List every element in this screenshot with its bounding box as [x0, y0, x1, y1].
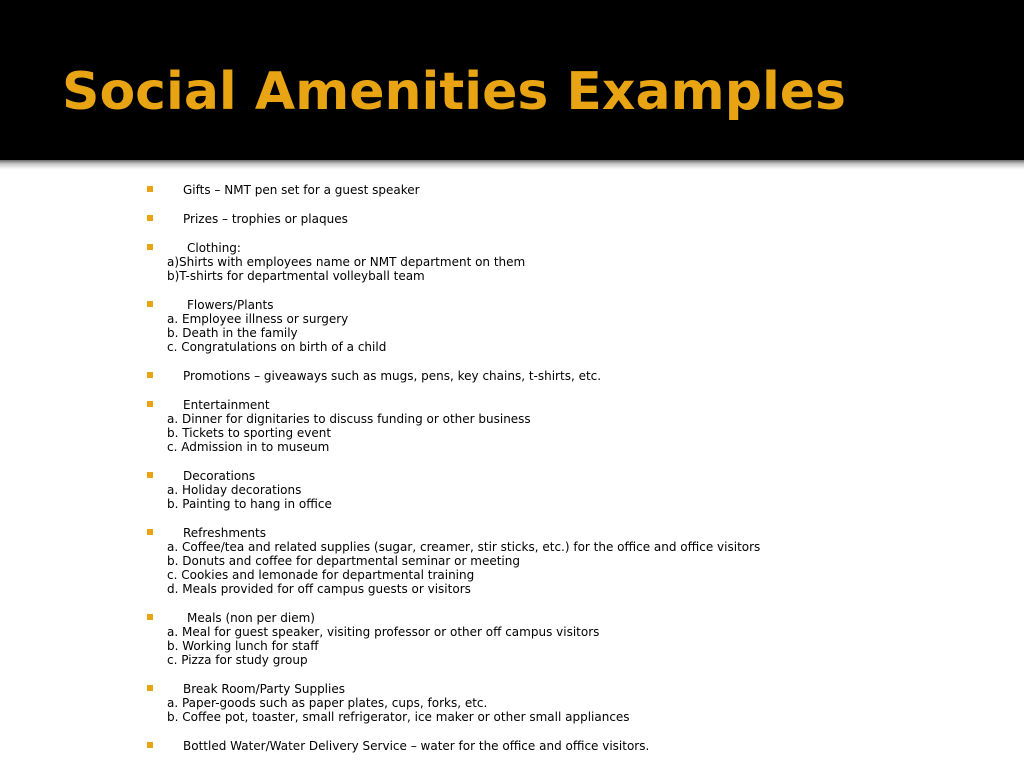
sub-item: a)Shirts with employees name or NMT department on them — [167, 255, 526, 269]
item-heading: Prizes – trophies or plaques — [183, 212, 348, 226]
item-heading: Flowers/Plants — [187, 298, 274, 312]
list-item — [147, 526, 987, 596]
list-item — [147, 682, 987, 724]
sub-item: a. Holiday decorations — [167, 483, 302, 497]
square-bullet-icon — [147, 244, 153, 250]
list-item — [147, 369, 987, 383]
sub-item: b. Death in the family — [167, 326, 298, 340]
sub-item: a. Employee illness or surgery — [167, 312, 349, 326]
sub-item: a. Dinner for dignitaries to discuss funding or other business — [167, 412, 531, 426]
square-bullet-icon — [147, 614, 153, 620]
square-bullet-icon — [147, 401, 153, 407]
item-heading: Decorations — [183, 469, 256, 483]
item-heading: Bottled Water/Water Delivery Service – water for the office and office visitors. — [183, 739, 650, 753]
slide-title: Social Amenities Examples — [62, 62, 846, 122]
item-heading: Promotions – giveaways such as mugs, pens, key chains, t-shirts, etc. — [183, 369, 602, 383]
sub-item: d. Meals provided for off campus guests or visitors — [167, 582, 471, 596]
square-bullet-icon — [147, 742, 153, 748]
square-bullet-icon — [147, 215, 153, 221]
square-bullet-icon — [147, 301, 153, 307]
title-divider — [0, 160, 1024, 170]
item-heading: Gifts – NMT pen set for a guest speaker — [183, 183, 420, 197]
sub-item: b. Donuts and coffee for departmental seminar or meeting — [167, 554, 520, 568]
item-heading: Clothing: — [187, 241, 241, 255]
square-bullet-icon — [147, 186, 153, 192]
sub-item: c. Cookies and lemonade for departmental training — [167, 568, 475, 582]
sub-item: c. Admission in to museum — [167, 440, 330, 454]
sub-item: a. Coffee/tea and related supplies (sugar, creamer, stir sticks, etc.) for the office and office visitors — [167, 540, 761, 554]
square-bullet-icon — [147, 529, 153, 535]
sub-item: c. Congratulations on birth of a child — [167, 340, 387, 354]
sub-item: b. Working lunch for staff — [167, 639, 319, 653]
list-item — [147, 212, 987, 226]
square-bullet-icon — [147, 685, 153, 691]
list-item — [147, 739, 987, 753]
list-item — [147, 469, 987, 511]
sub-item: b)T-shirts for departmental volleyball team — [167, 269, 425, 283]
square-bullet-icon — [147, 472, 153, 478]
sub-item: a. Paper-goods such as paper plates, cups, forks, etc. — [167, 696, 488, 710]
item-heading: Meals (non per diem) — [187, 611, 315, 625]
bullet-list — [147, 180, 987, 768]
list-item — [147, 241, 987, 283]
sub-item: b. Coffee pot, toaster, small refrigerator, ice maker or other small appliances — [167, 710, 630, 724]
title-band — [0, 0, 1024, 160]
item-heading: Refreshments — [183, 526, 266, 540]
item-heading: Entertainment — [183, 398, 270, 412]
square-bullet-icon — [147, 372, 153, 378]
list-item — [147, 398, 987, 454]
sub-item: c. Pizza for study group — [167, 653, 308, 667]
sub-item: b. Painting to hang in office — [167, 497, 332, 511]
list-item — [147, 611, 987, 667]
sub-item: b. Tickets to sporting event — [167, 426, 332, 440]
sub-item: a. Meal for guest speaker, visiting professor or other off campus visitors — [167, 625, 600, 639]
list-item — [147, 298, 987, 354]
list-item — [147, 183, 987, 197]
item-heading: Break Room/Party Supplies — [183, 682, 345, 696]
